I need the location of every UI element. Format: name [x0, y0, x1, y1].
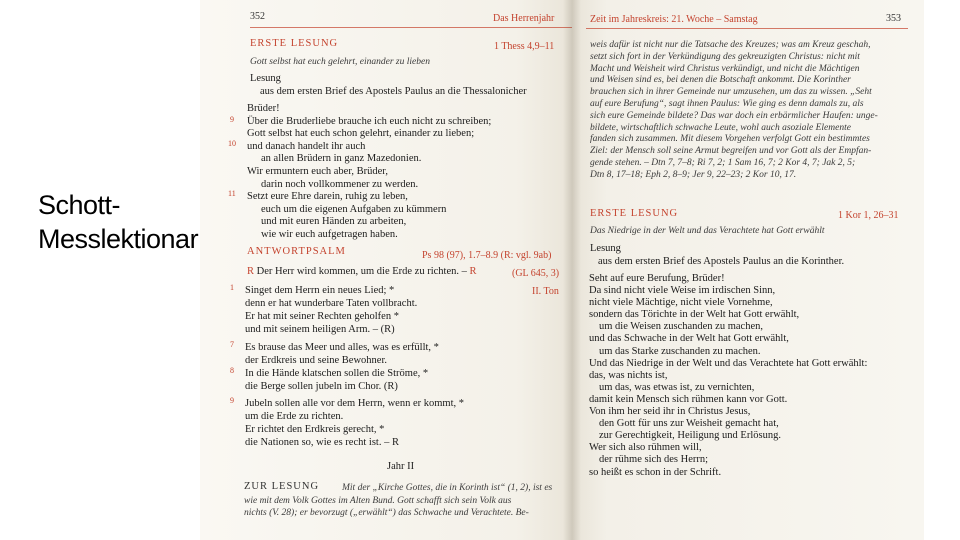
text-line: Mit der „Kirche Gottes, die in Korinth ist“ (1, 2), ist es: [342, 483, 553, 493]
year-label: Jahr II: [387, 461, 415, 472]
text-line: so heißt es schon in der Schrift.: [589, 466, 722, 478]
text-line: setzt sich fort in der Verkündigung des gekreuzigten Christus: nicht mit: [590, 51, 860, 62]
lesung-reference-left: 1 Thess 4,9–11: [494, 41, 555, 52]
verse-number: 9: [230, 396, 234, 405]
lesung-text-left: [247, 103, 491, 242]
text-line: nicht viele Mächtige, nicht viele Vornehme,: [589, 297, 773, 309]
text-line: die Nationen so, wie es recht ist. – R: [245, 436, 399, 448]
zur-lesung-label: ZUR LESUNG: [244, 481, 320, 492]
commentary-text: [590, 40, 878, 182]
psalm-reference: Ps 98 (97), 1.7–8.9 (R: vgl. 9ab): [422, 250, 552, 261]
text-line: sondern das Törichte in der Welt hat Gott erwählt,: [589, 309, 800, 321]
verse-number: 11: [228, 189, 236, 198]
lesung-reference-right: 1 Kor 1, 26–31: [838, 210, 899, 221]
psalm-response: [247, 266, 477, 279]
running-head-left: Das Herrenjahr: [493, 13, 555, 24]
text-line: Macht und Weisheit wird Christus verkündigt, und nicht die Mächtigen: [590, 63, 860, 74]
text-line: euch um die eigenen Aufgaben zu kümmern: [261, 203, 447, 215]
verse-number: 9: [230, 115, 234, 124]
text-line: Ziel: der Mensch soll seine Armut begreifen und vor Gott als der Empfan-: [590, 146, 872, 157]
lesung-intro-label-right: Lesung: [590, 243, 621, 254]
text-line: der rühme sich des Herrn;: [599, 454, 709, 466]
text-line: und mit euren Händen zu arbeiten,: [261, 216, 407, 228]
text-line: Jubeln sollen alle vor dem Herrn, wenn er kommt, *: [245, 398, 464, 409]
text-line: Gott selbst hat euch schon gelehrt, einander zu lieben;: [247, 128, 475, 140]
text-line: Wir ermuntern euch aber, Brüder,: [247, 165, 389, 177]
running-head-right: Zeit im Jahreskreis: 21. Woche – Samstag: [590, 14, 758, 25]
text-line: gende stehen. – Dtn 7, 7–8; Ri 7, 2; 1 Sam 16, 7; 2 Kor 4, 7; Jak 2, 5;: [590, 157, 856, 168]
header-rule-left: [250, 27, 572, 28]
lesung-intro-left: aus dem ersten Brief des Apostels Paulus an die Thessalonicher: [260, 86, 527, 97]
text-line: denn er hat wunderbare Taten vollbracht.: [245, 297, 418, 309]
psalm-stanza: [245, 398, 464, 423]
text-line: wie wir euch aufgetragen haben.: [261, 228, 398, 240]
text-line: Setzt eure Ehre darein, ruhig zu leben,: [247, 191, 408, 203]
text-line: Wer sich also rühmen will,: [589, 442, 702, 454]
gl-reference: (GL 645, 3): [512, 268, 560, 279]
verse-number: 1: [230, 283, 234, 292]
text-line: Da sind nicht viele Weise im irdischen Sinn,: [589, 285, 776, 297]
text-line: und mit seinem heiligen Arm. – (R): [245, 323, 395, 335]
verse-number: 8: [230, 366, 234, 375]
psalm-stanza: [245, 342, 439, 367]
text-line: sich eure Gemeinde bildete? Das war doch ein erbärmlicher Haufen: unge-: [590, 110, 878, 121]
text-line: Von ihm her seid ihr in Christus Jesus,: [589, 406, 751, 418]
text-line: Über die Bruderliebe brauche ich euch nicht zu schreiben;: [247, 115, 492, 127]
text-line: um das, was etwas ist, zu vernichten,: [599, 381, 755, 393]
text-line: Und das Niedrige in der Welt und das Verachtete hat Gott erwählt:: [589, 357, 868, 369]
text-line: Er hat mit seiner Rechten geholfen *: [245, 311, 399, 322]
text-line: und danach handelt ihr auch: [247, 140, 366, 152]
text-line: Er richtet den Erdkreis gerecht, *: [245, 424, 385, 435]
text-line: Es brause das Meer und alles, was es erfüllt, *: [245, 342, 439, 353]
text-line: bildete, wirtschaftlich schwache Leute, wohl auch asoziale Elemente: [590, 122, 851, 133]
text-line: um die Erde zu richten.: [245, 410, 344, 422]
text-line: wie mit dem Volk Gottes im Alten Bund. Gott schafft sich sein Volk aus: [244, 495, 512, 506]
right-page: [572, 0, 924, 540]
text-line: Dtn 8, 17–18; Eph 2, 8–9; Jer 9, 22–23; 2 Kor 10, 17.: [590, 169, 797, 180]
text-line: an allen Brüdern in ganz Mazedonien.: [261, 153, 422, 165]
lesung-motto-right: Das Niedrige in der Welt und das Verachtete hat Gott erwählt: [590, 226, 825, 236]
response-mark: R: [247, 266, 255, 277]
text-line: der Erdkreis und seine Bewohner.: [245, 354, 388, 366]
psalm-tone: II. Ton: [532, 286, 559, 297]
text-line: damit kein Mensch sich rühmen kann vor Gott.: [589, 393, 788, 405]
text-line: die Berge sollen jubeln im Chor. (R): [245, 380, 398, 392]
text-line: Brüder!: [247, 103, 280, 114]
text-line: fanden sich zusammen. Mit diesem Vorgehen verfolgt Gott ein bestimmtes: [590, 134, 870, 145]
lesung-label-right: ERSTE LESUNG: [590, 208, 679, 219]
lesung-label-left: ERSTE LESUNG: [250, 38, 339, 49]
text-line: darin noch vollkommener zu werden.: [261, 178, 419, 190]
zur-lesung-text: [244, 482, 552, 520]
text-line: Seht auf eure Berufung, Brüder!: [589, 273, 725, 284]
text-line: nichts (V. 28); er bevorzugt („erwählt“) das Schwache und Verachtete. Be-: [244, 508, 529, 518]
lesung-intro-label-left: Lesung: [250, 73, 281, 84]
text-line: In die Hände klatschen sollen die Ströme, *: [245, 368, 429, 379]
text-line: zur Gerechtigkeit, Heiligung und Erlösung.: [599, 430, 781, 442]
text-line: und Weisen sind es, bei denen die Botschaft ankommt. Die Korinther: [590, 75, 851, 86]
page-number-left: 352: [250, 11, 265, 22]
verse-number: 7: [230, 340, 234, 349]
text-line: um die Weisen zuschanden zu machen,: [599, 321, 763, 333]
lesung-intro-right: aus dem ersten Brief des Apostels Paulus an die Korinther.: [598, 256, 845, 267]
text-line: Singet dem Herrn ein neues Lied; *: [245, 285, 395, 296]
response-text: Der Herr wird kommen, um die Erde zu richten. –: [256, 266, 467, 277]
text-line: und das Schwache in der Welt hat Gott erwählt,: [589, 333, 789, 345]
psalm-stanza: [245, 368, 428, 393]
text-line: auf eure Berufung“, sagt ihnen Paulus: Wie ging es denn damals zu, als: [590, 98, 864, 109]
response-end-mark: R: [469, 266, 477, 277]
slide-title: Schott-Messlektionar: [38, 190, 199, 254]
psalm-stanza: [245, 424, 399, 449]
psalm-stanza: [245, 311, 399, 336]
lesung-motto-left: Gott selbst hat euch gelehrt, einander zu lieben: [250, 57, 430, 67]
psalm-stanza: [245, 285, 417, 310]
page-number-right: 353: [886, 13, 901, 24]
text-line: das, was nichts ist,: [589, 369, 668, 381]
left-page: [200, 0, 572, 540]
text-line: um das Starke zuschanden zu machen.: [599, 345, 761, 357]
verse-number: 10: [228, 139, 236, 148]
text-line: den Gott für uns zur Weisheit gemacht hat,: [599, 418, 779, 430]
header-rule-right: [586, 28, 908, 29]
book-spine: [563, 0, 581, 540]
text-line: weis dafür ist nicht nur die Tatsache des Kreuzes; was am Kreuz geschah,: [590, 40, 871, 50]
lesung-text-right: [589, 273, 867, 479]
psalm-label: ANTWORTPSALM: [247, 246, 346, 257]
text-line: brauchen sich in ihrer Gemeinde nur umzusehen, um das zu wissen. „Seht: [590, 87, 872, 98]
